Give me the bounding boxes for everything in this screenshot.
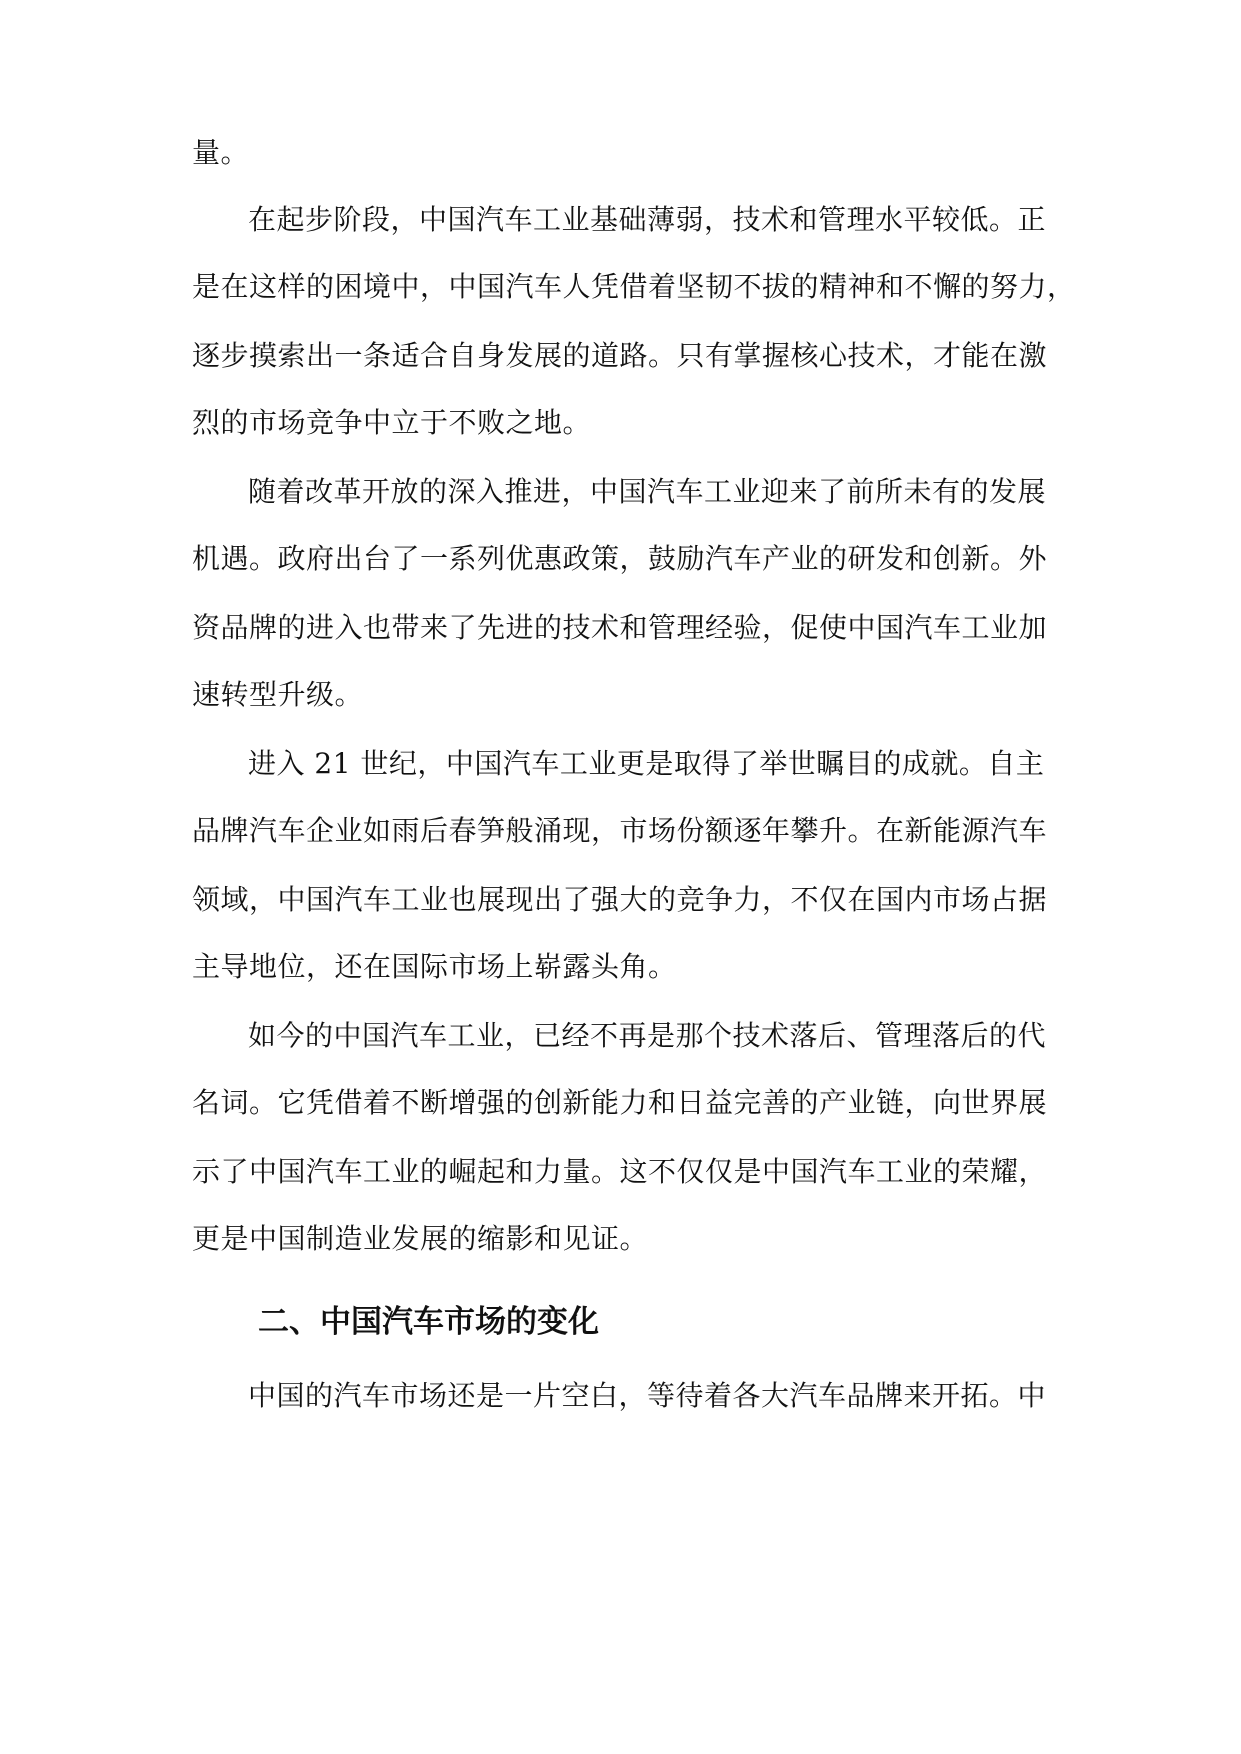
paragraph-line: 随着改革开放的深入推进，中国汽车工业迎来了前所未有的发展: [248, 475, 1047, 508]
paragraph-line: 更是中国制造业发展的缩影和见证。: [192, 1222, 649, 1255]
paragraph-line: 中国的汽车市场还是一片空白，等待着各大汽车品牌来开拓。中: [248, 1379, 1047, 1412]
paragraph-line: 机遇。政府出台了一系列优惠政策，鼓励汽车产业的研发和创新。外: [192, 542, 1048, 575]
paragraph-line: 如今的中国汽车工业，已经不再是那个技术落后、管理落后的代: [248, 1019, 1047, 1052]
paragraph-line: 在起步阶段，中国汽车工业基础薄弱，技术和管理水平较低。正: [248, 203, 1047, 236]
paragraph-line: 资品牌的进入也带来了先进的技术和管理经验，促使中国汽车工业加: [192, 611, 1048, 644]
paragraph-line: 领域，中国汽车工业也展现出了强大的竞争力，不仅在国内市场占据: [192, 883, 1048, 916]
paragraph-line: 名词。它凭借着不断增强的创新能力和日益完善的产业链，向世界展: [192, 1086, 1048, 1119]
paragraph-line: 是在这样的困境中，中国汽车人凭借着坚韧不拔的精神和不懈的努力，: [192, 270, 1076, 303]
paragraph-line: 量。: [192, 136, 250, 169]
paragraph-line: 逐步摸索出一条适合自身发展的道路。只有掌握核心技术，才能在激: [192, 339, 1048, 372]
paragraph-line: 品牌汽车企业如雨后春笋般涌现，市场份额逐年攀升。在新能源汽车: [192, 814, 1048, 847]
paragraph-line: 烈的市场竞争中立于不败之地。: [192, 406, 592, 439]
paragraph-line: 示了中国汽车工业的崛起和力量。这不仅仅是中国汽车工业的荣耀，: [192, 1155, 1048, 1188]
paragraph-line: 进入 21 世纪，中国汽车工业更是取得了举世瞩目的成就。自主: [248, 747, 1045, 780]
paragraph-line: 速转型升级。: [192, 678, 364, 711]
section-heading: 二、中国汽车市场的变化: [258, 1304, 599, 1340]
paragraph-line: 主导地位，还在国际市场上崭露头角。: [192, 950, 677, 983]
